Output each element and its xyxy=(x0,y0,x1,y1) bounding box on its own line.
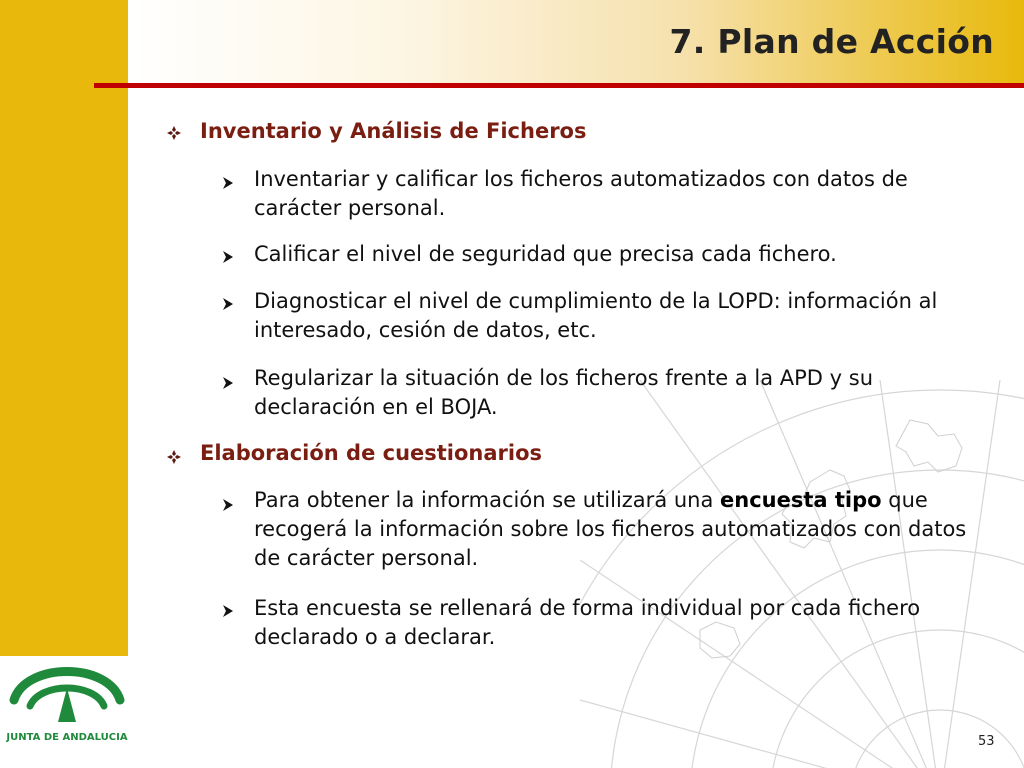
page-number: 53 xyxy=(978,734,995,749)
list-item: Esta encuesta se rellenará de forma individual por cada fichero declarado o a declarar. xyxy=(254,596,921,649)
section-heading: Inventario y Análisis de Ficheros xyxy=(200,119,587,143)
junta-de-andalucia-logo xyxy=(6,660,128,750)
svg-text:JUNTA DE ANDALUCIA: JUNTA DE ANDALUCIA xyxy=(6,732,128,743)
diamond-bullet-icon xyxy=(166,449,182,465)
arrowhead-bullet-icon xyxy=(222,376,234,390)
arrowhead-bullet-icon xyxy=(222,176,234,190)
list-item: Calificar el nivel de seguridad que precisa cada fichero. xyxy=(254,242,837,266)
arrowhead-bullet-icon xyxy=(222,250,234,264)
list-item xyxy=(254,486,994,573)
section-heading: Elaboración de cuestionarios xyxy=(200,441,543,465)
arrowhead-bullet-icon xyxy=(222,297,234,311)
emphasis-text: encuesta tipo xyxy=(720,488,882,512)
arrowhead-bullet-icon xyxy=(222,498,234,512)
list-item: Regularizar la situación de los ficheros frente a la APD y su declaración en el BOJA. xyxy=(254,366,873,419)
arrowhead-bullet-icon xyxy=(222,604,234,618)
globe-watermark-icon xyxy=(580,380,1024,768)
diamond-bullet-icon xyxy=(166,125,182,141)
list-item-text: que recogerá la información sobre los ficheros automatizados con datos de carácter personal. xyxy=(254,488,967,570)
slide-title: 7. Plan de Acción xyxy=(669,22,994,61)
list-item: Diagnosticar el nivel de cumplimiento de la LOPD: información al interesado, cesión de datos, etc. xyxy=(254,289,938,342)
title-underline xyxy=(94,83,1024,88)
left-accent-bar xyxy=(0,0,128,656)
list-item: Inventariar y calificar los ficheros automatizados con datos de carácter personal. xyxy=(254,167,908,220)
list-item-text: Para obtener la información se utilizará una xyxy=(254,488,721,512)
